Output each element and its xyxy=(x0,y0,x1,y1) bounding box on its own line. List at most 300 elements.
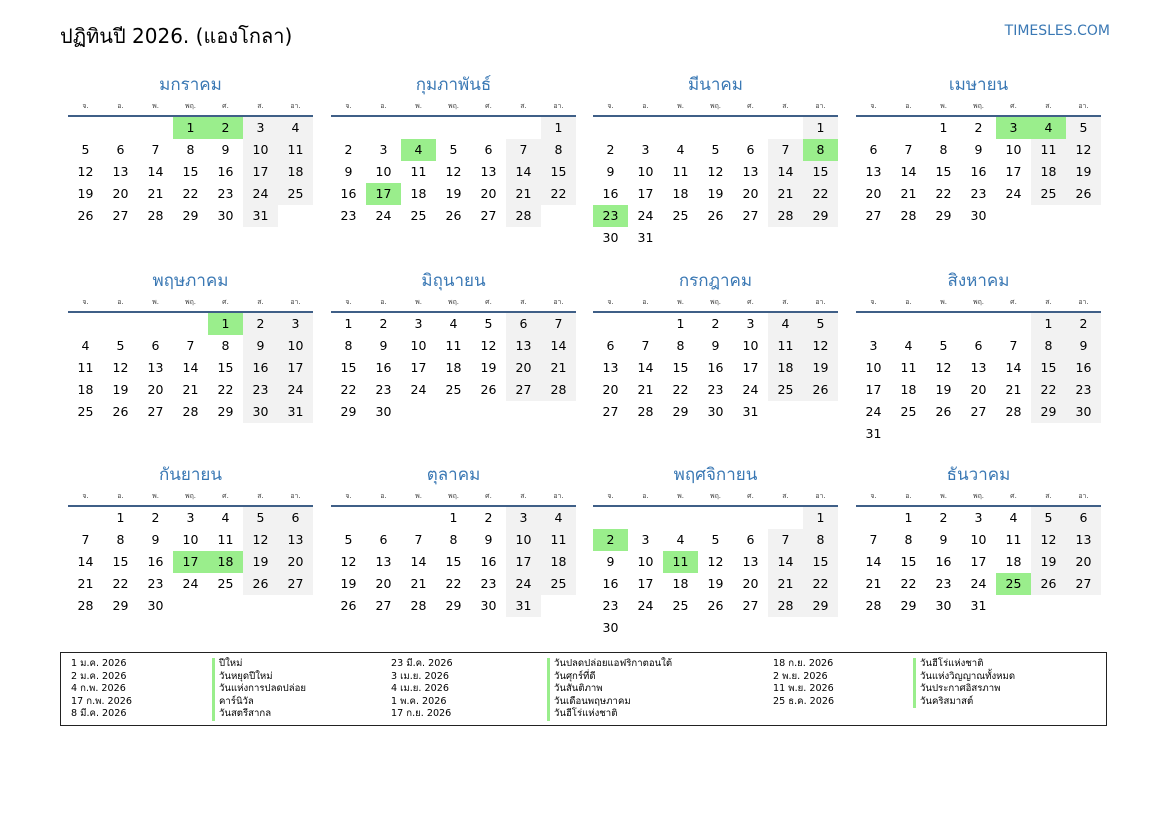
weekday-header xyxy=(68,490,313,507)
day-cell: 2 xyxy=(344,142,353,157)
legend-holiday-name: วันศุกร์ที่ดี xyxy=(554,670,596,682)
day-cell: 8 xyxy=(344,338,353,353)
day-cell: 1 xyxy=(1031,313,1066,335)
day-cell: 24 xyxy=(410,382,427,397)
day-cell: 17 xyxy=(506,551,541,573)
day-cell: 21 xyxy=(865,576,882,591)
day-cell: 9 xyxy=(606,554,615,569)
day-cell: 26 xyxy=(445,208,462,223)
day-cell: 2 xyxy=(243,313,278,335)
day-cell: 22 xyxy=(182,186,199,201)
day-cell: 19 xyxy=(803,357,838,379)
legend-date: 1 พ.ค. 2026 xyxy=(391,695,447,707)
weekday-label: พฤ. xyxy=(447,102,460,110)
day-cell: 2 xyxy=(974,120,983,135)
day-cell: 27 xyxy=(865,208,882,223)
day-cell: 22 xyxy=(340,382,357,397)
day-grid xyxy=(856,507,1101,617)
day-cell: 7 xyxy=(768,139,803,161)
day-cell: 31 xyxy=(742,404,759,419)
day-cell: 21 xyxy=(541,357,576,379)
day-cell: 8 xyxy=(186,142,195,157)
day-cell: 12 xyxy=(77,164,94,179)
empty-cell xyxy=(856,117,891,139)
day-cell: 20 xyxy=(147,382,164,397)
day-cell: 2 xyxy=(939,510,948,525)
weekday-header xyxy=(856,100,1101,117)
weekday-label: อ. xyxy=(905,298,912,306)
weekday-label: พฤ. xyxy=(184,492,197,500)
day-cell: 13 xyxy=(506,335,541,357)
day-cell: 4 xyxy=(768,313,803,335)
empty-cell xyxy=(663,507,698,529)
weekday-label: พ. xyxy=(940,298,947,306)
day-cell: 23 xyxy=(147,576,164,591)
day-cell: 29 xyxy=(182,208,199,223)
empty-cell xyxy=(436,117,471,139)
day-cell: 9 xyxy=(1066,335,1101,357)
day-cell: 3 xyxy=(869,338,878,353)
month-name: ตุลาคม xyxy=(426,465,481,485)
holiday-day-cell: 1 xyxy=(208,313,243,335)
day-cell: 11 xyxy=(217,532,234,547)
day-cell: 26 xyxy=(707,598,724,613)
legend-holiday-name: วันประกาศอิสรภาพ xyxy=(920,683,1001,695)
day-cell: 6 xyxy=(746,142,755,157)
empty-cell xyxy=(891,117,926,139)
day-cell: 25 xyxy=(672,208,689,223)
empty-cell xyxy=(593,507,628,529)
weekday-label: ส. xyxy=(1045,102,1052,110)
month-name: มกราคม xyxy=(159,75,222,95)
day-cell: 26 xyxy=(1066,183,1101,205)
weekday-label: ศ. xyxy=(1010,102,1017,110)
month-block xyxy=(593,460,838,639)
day-cell: 31 xyxy=(865,426,882,441)
legend-date: 11 พ.ย. 2026 xyxy=(773,683,834,695)
day-cell: 10 xyxy=(243,139,278,161)
day-cell: 21 xyxy=(182,382,199,397)
weekday-label: ส. xyxy=(782,298,789,306)
day-cell: 23 xyxy=(480,576,497,591)
day-cell: 20 xyxy=(506,357,541,379)
weekday-label: อ. xyxy=(380,298,387,306)
day-cell: 7 xyxy=(541,313,576,335)
day-cell: 14 xyxy=(768,161,803,183)
day-cell: 30 xyxy=(243,401,278,423)
day-cell: 23 xyxy=(707,382,724,397)
day-cell: 28 xyxy=(410,598,427,613)
weekday-label: จ. xyxy=(870,298,877,306)
day-cell: 15 xyxy=(803,551,838,573)
day-cell: 16 xyxy=(480,554,497,569)
day-cell: 14 xyxy=(182,360,199,375)
day-cell: 7 xyxy=(869,532,878,547)
day-cell: 19 xyxy=(480,360,497,375)
day-cell: 28 xyxy=(900,208,917,223)
day-cell: 1 xyxy=(803,117,838,139)
weekday-label: อ. xyxy=(380,492,387,500)
day-cell: 22 xyxy=(803,183,838,205)
day-cell: 8 xyxy=(1031,335,1066,357)
day-cell: 27 xyxy=(147,404,164,419)
legend-date: 17 ก.ย. 2026 xyxy=(391,708,452,720)
day-cell: 16 xyxy=(970,164,987,179)
legend-date: 17 ก.พ. 2026 xyxy=(71,695,132,707)
day-cell: 12 xyxy=(1031,529,1066,551)
day-cell: 28 xyxy=(541,379,576,401)
month-block xyxy=(593,266,838,423)
day-cell: 23 xyxy=(217,186,234,201)
weekday-label: อา. xyxy=(1078,102,1089,110)
day-cell: 30 xyxy=(1066,401,1101,423)
day-cell: 16 xyxy=(602,186,619,201)
empty-cell xyxy=(768,507,803,529)
day-cell: 18 xyxy=(77,382,94,397)
day-cell: 15 xyxy=(445,554,462,569)
day-cell: 24 xyxy=(637,208,654,223)
day-cell: 13 xyxy=(375,554,392,569)
day-cell: 6 xyxy=(974,338,983,353)
day-cell: 20 xyxy=(602,382,619,397)
weekday-label: ศ. xyxy=(222,298,229,306)
day-cell: 29 xyxy=(112,598,129,613)
day-cell: 27 xyxy=(1066,573,1101,595)
day-cell: 7 xyxy=(414,532,423,547)
day-cell: 14 xyxy=(541,335,576,357)
day-cell: 24 xyxy=(742,382,759,397)
day-cell: 24 xyxy=(1005,186,1022,201)
day-cell: 6 xyxy=(746,532,755,547)
day-cell: 7 xyxy=(186,338,195,353)
weekday-header xyxy=(856,296,1101,313)
day-cell: 14 xyxy=(865,554,882,569)
weekday-label: ศ. xyxy=(1010,298,1017,306)
day-cell: 10 xyxy=(970,532,987,547)
day-cell: 18 xyxy=(410,186,427,201)
month-block xyxy=(68,70,313,227)
day-cell: 23 xyxy=(243,379,278,401)
empty-cell xyxy=(401,507,436,529)
legend-holiday-name: วันสันติภาพ xyxy=(554,683,603,695)
day-cell: 19 xyxy=(935,382,952,397)
weekday-label: อ. xyxy=(642,298,649,306)
day-cell: 20 xyxy=(742,186,759,201)
day-cell: 1 xyxy=(939,120,948,135)
day-cell: 7 xyxy=(151,142,160,157)
weekday-label: จ. xyxy=(607,102,614,110)
day-cell: 22 xyxy=(445,576,462,591)
day-cell: 25 xyxy=(1031,183,1066,205)
day-cell: 22 xyxy=(672,382,689,397)
weekday-label: ศ. xyxy=(222,492,229,500)
day-cell: 27 xyxy=(742,208,759,223)
day-cell: 4 xyxy=(449,316,458,331)
weekday-header xyxy=(331,100,576,117)
day-cell: 1 xyxy=(541,117,576,139)
empty-cell xyxy=(68,313,103,335)
month-block xyxy=(331,460,576,617)
day-cell: 1 xyxy=(116,510,125,525)
weekday-label: จ. xyxy=(607,298,614,306)
day-cell: 5 xyxy=(711,532,720,547)
holiday-day-cell: 4 xyxy=(401,139,436,161)
day-cell: 26 xyxy=(340,598,357,613)
day-cell: 18 xyxy=(672,576,689,591)
day-cell: 17 xyxy=(410,360,427,375)
day-cell: 20 xyxy=(742,576,759,591)
day-cell: 24 xyxy=(243,183,278,205)
month-name: กรกฎาคม xyxy=(678,271,753,291)
day-cell: 9 xyxy=(484,532,493,547)
day-cell: 25 xyxy=(217,576,234,591)
day-cell: 24 xyxy=(865,404,882,419)
day-cell: 24 xyxy=(970,576,987,591)
weekday-label: อ. xyxy=(642,102,649,110)
legend-holiday-name: วันฮีโร่แห่งชาติ xyxy=(920,658,984,669)
legend-holiday-name: วันแห่งการปลดปล่อย xyxy=(219,683,307,695)
day-cell: 23 xyxy=(970,186,987,201)
empty-cell xyxy=(628,507,663,529)
day-cell: 19 xyxy=(445,186,462,201)
day-cell: 4 xyxy=(1009,510,1018,525)
legend-date: 8 มี.ค. 2026 xyxy=(71,708,127,720)
day-cell: 6 xyxy=(506,313,541,335)
day-cell: 30 xyxy=(970,208,987,223)
day-cell: 5 xyxy=(81,142,90,157)
day-cell: 26 xyxy=(707,208,724,223)
legend-names-col-1 xyxy=(212,658,306,721)
weekday-label: จ. xyxy=(82,102,89,110)
day-cell: 5 xyxy=(449,142,458,157)
month-block xyxy=(68,266,313,423)
month-name: มิถุนายน xyxy=(421,271,486,291)
empty-cell xyxy=(768,117,803,139)
weekday-label: ส. xyxy=(782,492,789,500)
empty-cell xyxy=(401,117,436,139)
day-cell: 22 xyxy=(803,573,838,595)
weekday-label: พ. xyxy=(677,102,684,110)
day-cell: 20 xyxy=(480,186,497,201)
day-grid xyxy=(593,117,838,249)
day-cell: 13 xyxy=(602,360,619,375)
day-cell: 21 xyxy=(768,183,803,205)
holiday-day-cell: 2 xyxy=(593,529,628,551)
holiday-legend xyxy=(60,652,1107,726)
weekday-label: พฤ. xyxy=(184,298,197,306)
empty-cell xyxy=(366,507,401,529)
day-cell: 10 xyxy=(278,335,313,357)
day-cell: 23 xyxy=(375,382,392,397)
day-cell: 14 xyxy=(506,161,541,183)
holiday-day-cell: 23 xyxy=(593,205,628,227)
weekday-label: อา. xyxy=(553,298,564,306)
day-grid xyxy=(68,117,313,227)
day-cell: 16 xyxy=(147,554,164,569)
day-cell: 29 xyxy=(803,595,838,617)
day-cell: 1 xyxy=(904,510,913,525)
day-cell: 10 xyxy=(506,529,541,551)
day-cell: 4 xyxy=(278,117,313,139)
day-cell: 1 xyxy=(449,510,458,525)
weekday-label: ส. xyxy=(257,102,264,110)
day-cell: 26 xyxy=(480,382,497,397)
weekday-label: พฤ. xyxy=(972,492,985,500)
day-cell: 18 xyxy=(541,551,576,573)
holiday-day-cell: 4 xyxy=(1031,117,1066,139)
day-cell: 15 xyxy=(182,164,199,179)
day-cell: 18 xyxy=(278,161,313,183)
empty-cell xyxy=(138,117,173,139)
day-cell: 7 xyxy=(1009,338,1018,353)
day-cell: 19 xyxy=(77,186,94,201)
day-cell: 3 xyxy=(506,507,541,529)
legend-date: 4 เม.ย. 2026 xyxy=(391,683,449,695)
day-cell: 10 xyxy=(637,164,654,179)
day-cell: 8 xyxy=(449,532,458,547)
weekday-label: อ. xyxy=(905,102,912,110)
weekday-label: พฤ. xyxy=(709,492,722,500)
day-cell: 7 xyxy=(506,139,541,161)
day-cell: 19 xyxy=(340,576,357,591)
day-cell: 1 xyxy=(803,507,838,529)
weekday-label: ส. xyxy=(520,298,527,306)
day-cell: 14 xyxy=(637,360,654,375)
weekday-label: ส. xyxy=(782,102,789,110)
day-cell: 24 xyxy=(182,576,199,591)
holiday-day-cell: 8 xyxy=(803,139,838,161)
empty-cell xyxy=(68,507,103,529)
day-cell: 30 xyxy=(217,208,234,223)
page-title: ปฏิทินปี 2026. (แองโกลา) xyxy=(60,24,293,48)
day-cell: 14 xyxy=(147,164,164,179)
day-cell: 16 xyxy=(243,357,278,379)
day-cell: 28 xyxy=(768,595,803,617)
weekday-label: อ. xyxy=(117,102,124,110)
day-cell: 6 xyxy=(869,142,878,157)
weekday-header xyxy=(593,100,838,117)
day-cell: 20 xyxy=(375,576,392,591)
legend-date: 23 มี.ค. 2026 xyxy=(391,658,453,669)
day-cell: 1 xyxy=(344,316,353,331)
day-grid xyxy=(331,313,576,423)
empty-cell xyxy=(733,117,768,139)
day-cell: 6 xyxy=(379,532,388,547)
weekday-label: พฤ. xyxy=(447,492,460,500)
legend-holiday-name: วันสตรีสากล xyxy=(219,708,272,720)
day-cell: 18 xyxy=(900,382,917,397)
day-grid xyxy=(593,313,838,423)
day-cell: 5 xyxy=(1031,507,1066,529)
day-cell: 5 xyxy=(116,338,125,353)
day-cell: 24 xyxy=(506,573,541,595)
day-cell: 14 xyxy=(768,551,803,573)
day-cell: 23 xyxy=(340,208,357,223)
day-cell: 25 xyxy=(278,183,313,205)
weekday-header xyxy=(68,296,313,313)
day-cell: 20 xyxy=(1066,551,1101,573)
holiday-day-cell: 18 xyxy=(208,551,243,573)
day-cell: 16 xyxy=(1066,357,1101,379)
day-cell: 4 xyxy=(81,338,90,353)
day-cell: 30 xyxy=(707,404,724,419)
day-cell: 16 xyxy=(375,360,392,375)
day-cell: 3 xyxy=(641,142,650,157)
day-cell: 24 xyxy=(637,598,654,613)
legend-date: 1 ม.ค. 2026 xyxy=(71,658,127,669)
empty-cell xyxy=(856,507,891,529)
day-cell: 18 xyxy=(445,360,462,375)
day-cell: 13 xyxy=(970,360,987,375)
weekday-label: ส. xyxy=(257,298,264,306)
day-cell: 28 xyxy=(182,404,199,419)
weekday-label: พฤ. xyxy=(447,298,460,306)
day-cell: 29 xyxy=(672,404,689,419)
legend-holiday-name: วันคริสมาสต์ xyxy=(920,695,974,707)
day-cell: 15 xyxy=(112,554,129,569)
day-cell: 12 xyxy=(445,164,462,179)
site-link[interactable]: TIMESLES.COM xyxy=(1004,23,1110,39)
empty-cell xyxy=(856,313,891,335)
day-cell: 4 xyxy=(221,510,230,525)
day-cell: 31 xyxy=(243,205,278,227)
empty-cell xyxy=(698,507,733,529)
day-cell: 5 xyxy=(344,532,353,547)
weekday-label: จ. xyxy=(82,492,89,500)
day-cell: 6 xyxy=(151,338,160,353)
day-cell: 11 xyxy=(900,360,917,375)
day-cell: 27 xyxy=(112,208,129,223)
weekday-label: พ. xyxy=(152,492,159,500)
holiday-day-cell: 17 xyxy=(366,183,401,205)
day-cell: 28 xyxy=(637,404,654,419)
day-cell: 11 xyxy=(278,139,313,161)
day-cell: 22 xyxy=(112,576,129,591)
day-cell: 21 xyxy=(410,576,427,591)
day-cell: 30 xyxy=(935,598,952,613)
weekday-label: ส. xyxy=(520,492,527,500)
day-cell: 16 xyxy=(707,360,724,375)
weekday-label: จ. xyxy=(870,102,877,110)
day-cell: 15 xyxy=(803,161,838,183)
day-cell: 25 xyxy=(541,573,576,595)
day-cell: 13 xyxy=(865,164,882,179)
month-name: กันยายน xyxy=(158,465,222,485)
weekday-label: ศ. xyxy=(485,102,492,110)
empty-cell xyxy=(996,313,1031,335)
day-cell: 18 xyxy=(768,357,803,379)
legend-holiday-name: คาร์นิวัล xyxy=(219,695,254,707)
holiday-day-cell: 17 xyxy=(173,551,208,573)
day-cell: 11 xyxy=(1005,532,1022,547)
day-cell: 4 xyxy=(676,532,685,547)
empty-cell xyxy=(891,313,926,335)
day-cell: 11 xyxy=(77,360,94,375)
weekday-label: พ. xyxy=(152,298,159,306)
day-cell: 3 xyxy=(746,316,755,331)
day-cell: 4 xyxy=(676,142,685,157)
day-cell: 17 xyxy=(1005,164,1022,179)
empty-cell xyxy=(331,507,366,529)
day-cell: 17 xyxy=(637,576,654,591)
holiday-day-cell: 1 xyxy=(173,117,208,139)
day-cell: 11 xyxy=(672,164,689,179)
day-cell: 13 xyxy=(742,164,759,179)
weekday-label: อา. xyxy=(815,492,826,500)
day-cell: 24 xyxy=(375,208,392,223)
weekday-label: จ. xyxy=(607,492,614,500)
day-cell: 29 xyxy=(803,205,838,227)
